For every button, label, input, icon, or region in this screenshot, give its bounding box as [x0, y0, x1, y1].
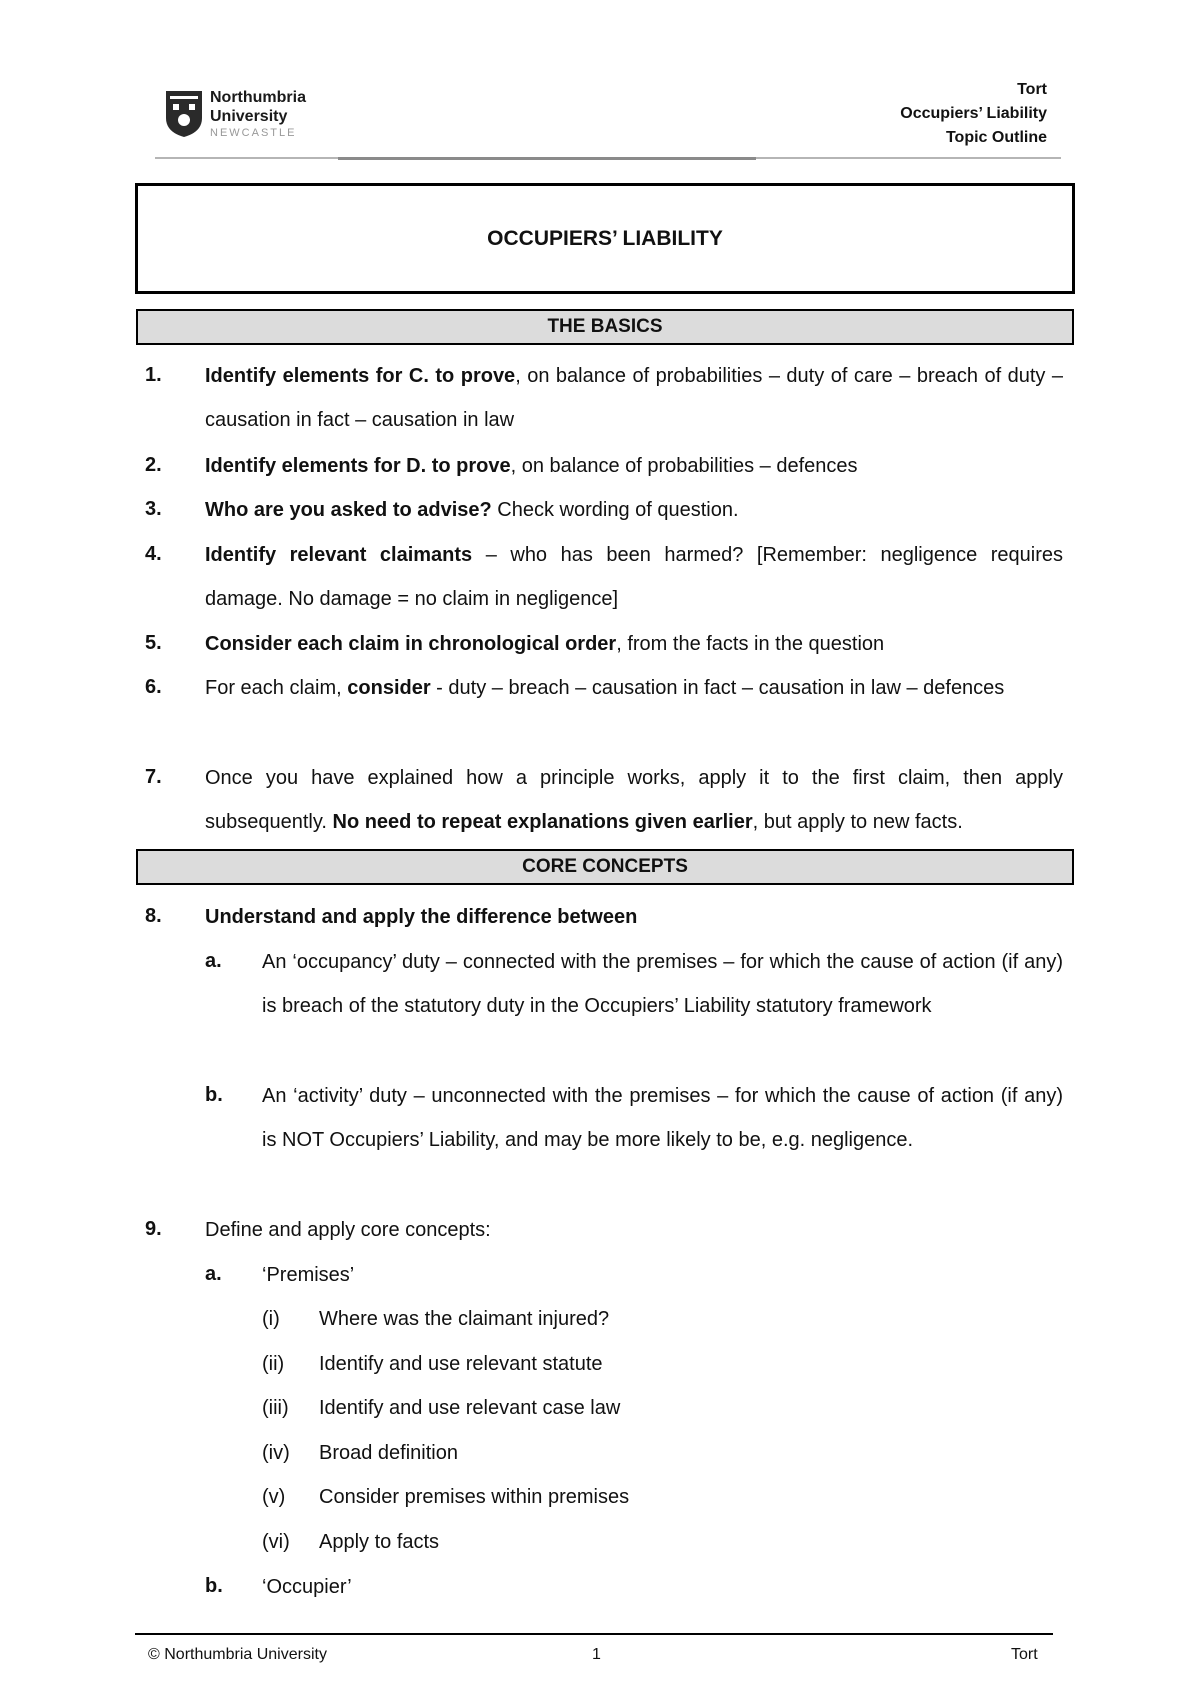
item-2: Identify elements for D. to prove, on balance of probabilities – defences — [205, 455, 858, 477]
item-1: Identify elements for C. to prove, on balance of probabilities – duty of care – breach of duty – causation in fact – causation in law — [205, 365, 1063, 431]
sub-item-label: a. — [205, 950, 222, 972]
item-6: For each claim, consider - duty – breach – causation in fact – causation in law – defences — [205, 677, 1005, 699]
item-number: 9. — [145, 1218, 162, 1240]
item-9a: ‘Premises’ — [262, 1264, 355, 1286]
header-topic: Occupiers’ Liability — [900, 105, 1047, 122]
header-info — [900, 78, 1047, 150]
item-9a-ii: Identify and use relevant statute — [319, 1353, 603, 1375]
item-9a-vi: Apply to facts — [319, 1531, 440, 1553]
item-5: Consider each claim in chronological order, from the facts in the question — [205, 633, 885, 655]
item-number: 2. — [145, 454, 162, 476]
university-logo — [165, 88, 325, 140]
header-rule-accent — [338, 157, 756, 160]
item-number: 1. — [145, 364, 162, 386]
sub-item-label: b. — [205, 1084, 223, 1106]
item-8b: An ‘activity’ duty – unconnected with the premises – for which the cause of action (if any) is NOT Occupiers’ Liability, and may be more likely to be, e.g. negligence. — [262, 1085, 1063, 1151]
item-number: 8. — [145, 905, 162, 927]
item-8a: An ‘occupancy’ duty – connected with the premises – for which the cause of action (if any) is breach of the statutory duty in the Occupiers’ Liability statutory framework — [262, 951, 1063, 1017]
item-7: Once you have explained how a principle works, apply it to the first claim, then apply subsequently. No need to repeat explanations given earlier, but apply to new facts. — [205, 767, 1063, 833]
logo-line-2: University — [210, 108, 288, 125]
page-title: OCCUPIERS’ LIABILITY — [135, 183, 1075, 294]
item-9: Define and apply core concepts: — [205, 1219, 491, 1241]
item-9a-iv: Broad definition — [319, 1442, 458, 1464]
roman-label: (v) — [262, 1486, 286, 1508]
item-8: Understand and apply the difference between — [205, 906, 638, 928]
item-number: 6. — [145, 676, 162, 698]
sub-item-label: a. — [205, 1263, 222, 1285]
item-9a-i: Where was the claimant injured? — [319, 1308, 610, 1330]
footer-rule — [135, 1633, 1053, 1635]
item-3: Who are you asked to advise? Check wording of question. — [205, 499, 739, 521]
footer-copyright: © Northumbria University — [148, 1646, 327, 1663]
sub-item-label: b. — [205, 1575, 223, 1597]
item-9a-iii: Identify and use relevant case law — [319, 1397, 621, 1419]
item-9a-v: Consider premises within premises — [319, 1486, 630, 1508]
footer-page-number: 1 — [592, 1646, 601, 1663]
roman-label: (i) — [262, 1308, 280, 1330]
logo-line-3: NEWCASTLE — [210, 127, 297, 139]
roman-label: (ii) — [262, 1353, 285, 1375]
logo-line-1: Northumbria — [210, 89, 306, 106]
crest-icon — [165, 90, 203, 138]
item-number: 7. — [145, 766, 162, 788]
item-9b: ‘Occupier’ — [262, 1576, 352, 1598]
roman-label: (iv) — [262, 1442, 290, 1464]
item-4: Identify relevant claimants – who has been harmed? [Remember: negligence requires damage. No damage = no claim in negligence] — [205, 544, 1063, 610]
roman-label: (vi) — [262, 1531, 290, 1553]
section-basics: THE BASICS — [136, 309, 1074, 345]
item-number: 4. — [145, 543, 162, 565]
header-doc-type: Topic Outline — [945, 129, 1047, 146]
section-core-concepts: CORE CONCEPTS — [136, 849, 1074, 885]
roman-label: (iii) — [262, 1397, 289, 1419]
footer-subject: Tort — [1011, 1646, 1038, 1663]
header-subject: Tort — [1017, 81, 1047, 98]
item-number: 5. — [145, 632, 162, 654]
item-number: 3. — [145, 498, 162, 520]
